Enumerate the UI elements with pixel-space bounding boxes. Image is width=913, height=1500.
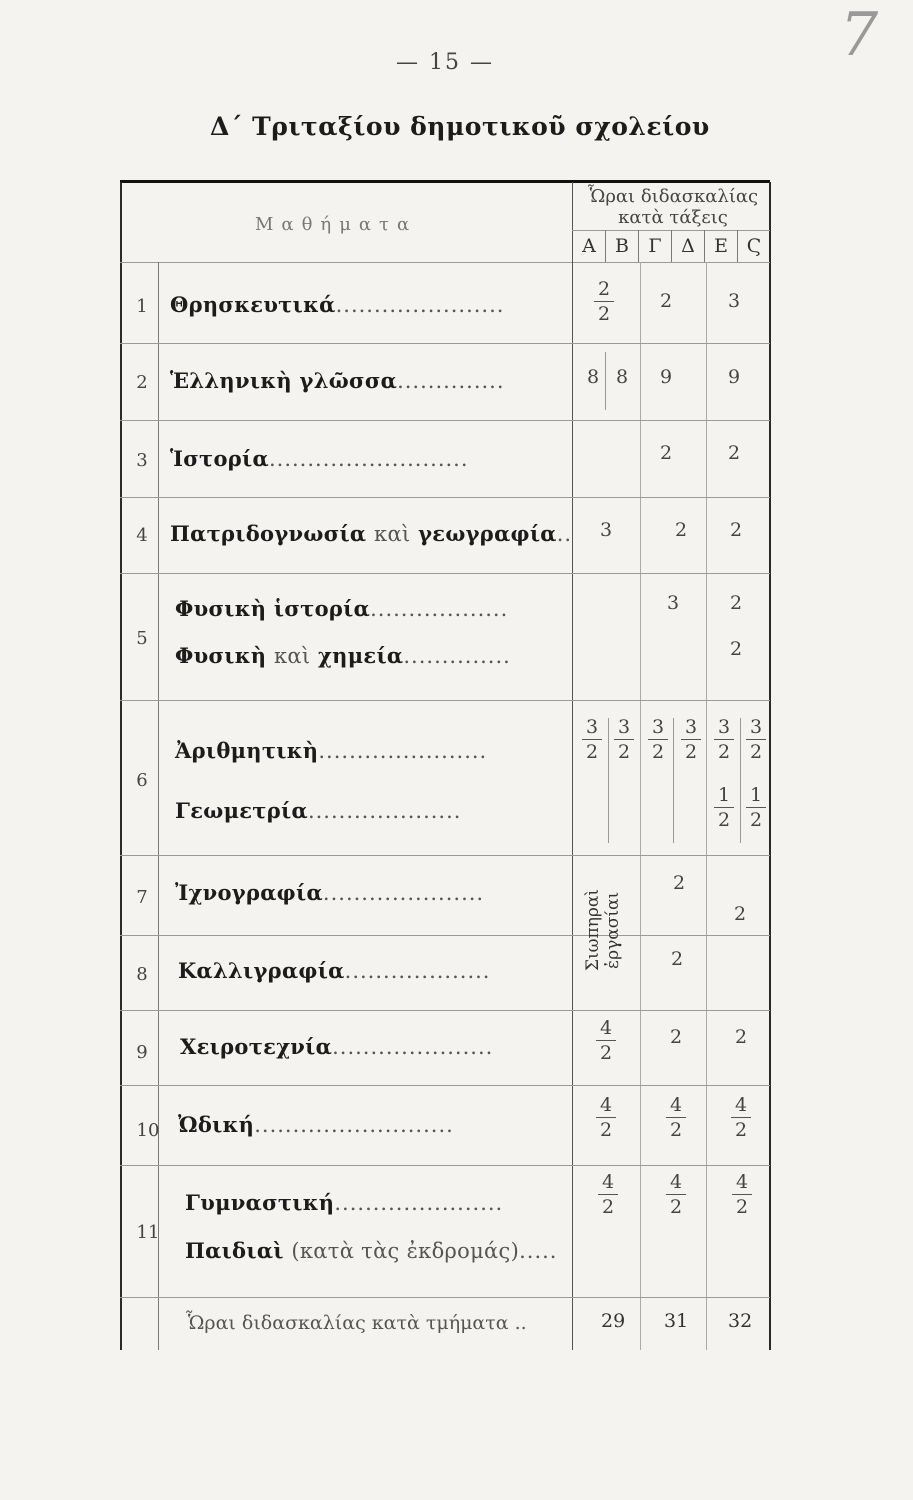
hours-fraction: 3 2 — [676, 715, 706, 764]
hours-value: 2 — [733, 903, 747, 925]
hours-value: 2 — [670, 948, 684, 970]
subject-name: Ἰχνογραφία..................... — [175, 880, 485, 905]
subject-name: Ὠδική.......................... — [178, 1112, 454, 1137]
grade-b-header: Β — [615, 235, 629, 257]
hours-value: 2 — [727, 442, 741, 464]
row-number: 7 — [136, 887, 148, 908]
hours-value: 2 — [729, 638, 743, 660]
hours-value: 9 — [659, 366, 673, 388]
hours-fraction: 4 2 — [661, 1170, 691, 1219]
row-number: 5 — [136, 628, 148, 649]
subject-name: Θρησκευτικά...................... — [170, 292, 505, 317]
hours-fraction: 3 2 — [741, 715, 771, 764]
row-number: 10 — [136, 1120, 160, 1141]
silent-work-label: Σιωπηραὶ ἐργασίαι — [583, 888, 623, 972]
hours-fraction: 4 2 — [726, 1093, 756, 1142]
hours-header-line1: Ὧραι διδασκαλίας — [587, 186, 759, 207]
hours-fraction: 3 2 — [577, 715, 607, 764]
subject-name: Γυμναστική...................... — [185, 1190, 504, 1215]
hours-value: 2 — [659, 442, 673, 464]
hours-value: 2 — [669, 1026, 683, 1048]
subject-name: Παιδιαὶ (κατὰ τὰς ἐκδρομάς)..... — [185, 1238, 558, 1263]
row-number: 2 — [136, 372, 148, 393]
totals-label: Ὧραι διδασκαλίας κατὰ τμήματα .. — [186, 1312, 527, 1334]
row-number: 11 — [136, 1222, 160, 1243]
hours-fraction: 3 2 — [709, 715, 739, 764]
hours-value: 3 — [666, 592, 680, 614]
page-number: — 15 — — [396, 50, 494, 75]
hours-value: 2 — [734, 1026, 748, 1048]
hours-fraction: 4 2 — [593, 1170, 623, 1219]
hours-value: 2 — [729, 592, 743, 614]
hours-fraction: 1 2 — [741, 783, 771, 832]
row-number: 8 — [136, 964, 148, 985]
subject-name: Καλλιγραφία................... — [178, 958, 491, 983]
corner-mark: 7 — [840, 0, 879, 70]
total-value: 32 — [728, 1310, 753, 1332]
row-number: 1 — [136, 296, 148, 317]
hours-value: 2 — [729, 519, 743, 541]
hours-fraction: 3 2 — [643, 715, 673, 764]
total-value: 29 — [601, 1310, 626, 1332]
hours-header-line2: κατὰ τάξεις — [618, 207, 728, 228]
hours-value: 2 — [659, 290, 673, 312]
grade-a-header: Α — [582, 235, 596, 257]
hours-fraction: 4 2 — [727, 1170, 757, 1219]
hours-value: 2 — [674, 519, 688, 541]
subject-name: Πατριδογνωσία καὶ γεωγραφία.. — [170, 521, 573, 546]
subject-name: Ἱστορία.......................... — [170, 446, 469, 471]
grade-e-header: Ε — [714, 235, 728, 257]
hours-value: 3 — [599, 519, 613, 541]
grade-d-header: Δ — [681, 235, 695, 257]
hours-value: 2 — [672, 872, 686, 894]
hours-fraction: 2 2 — [589, 277, 619, 326]
page-title: Δ΄ Τριταξίου δημοτικοῦ σχολείου — [210, 112, 710, 141]
subject-name: Ἑλληνικὴ γλῶσσα.............. — [170, 368, 505, 393]
hours-value: 8 — [586, 366, 600, 388]
hours-value: 8 — [615, 366, 629, 388]
grade-f-header: Ϛ — [746, 235, 762, 257]
total-value: 31 — [664, 1310, 689, 1332]
hours-value: 3 — [727, 290, 741, 312]
subject-name: Φυσικὴ καὶ χημεία.............. — [175, 643, 511, 668]
subject-name: Χειροτεχνία..................... — [180, 1034, 494, 1059]
row-number: 9 — [136, 1042, 148, 1063]
hours-fraction: 4 2 — [591, 1093, 621, 1142]
row-number: 6 — [136, 770, 148, 791]
hours-fraction: 1 2 — [709, 783, 739, 832]
subject-name: Ἀριθμητικὴ...................... — [175, 738, 488, 763]
row-number: 3 — [136, 450, 148, 471]
row-number: 4 — [136, 525, 148, 546]
hours-fraction: 4 2 — [591, 1016, 621, 1065]
hours-fraction: 4 2 — [661, 1093, 691, 1142]
subjects-header: Μαθήματα — [255, 214, 418, 235]
grade-c-header: Γ — [648, 235, 662, 257]
hours-value: 9 — [727, 366, 741, 388]
subject-name: Φυσικὴ ἱστορία.................. — [175, 596, 509, 621]
subject-name: Γεωμετρία.................... — [175, 798, 462, 823]
hours-fraction: 3 2 — [609, 715, 639, 764]
